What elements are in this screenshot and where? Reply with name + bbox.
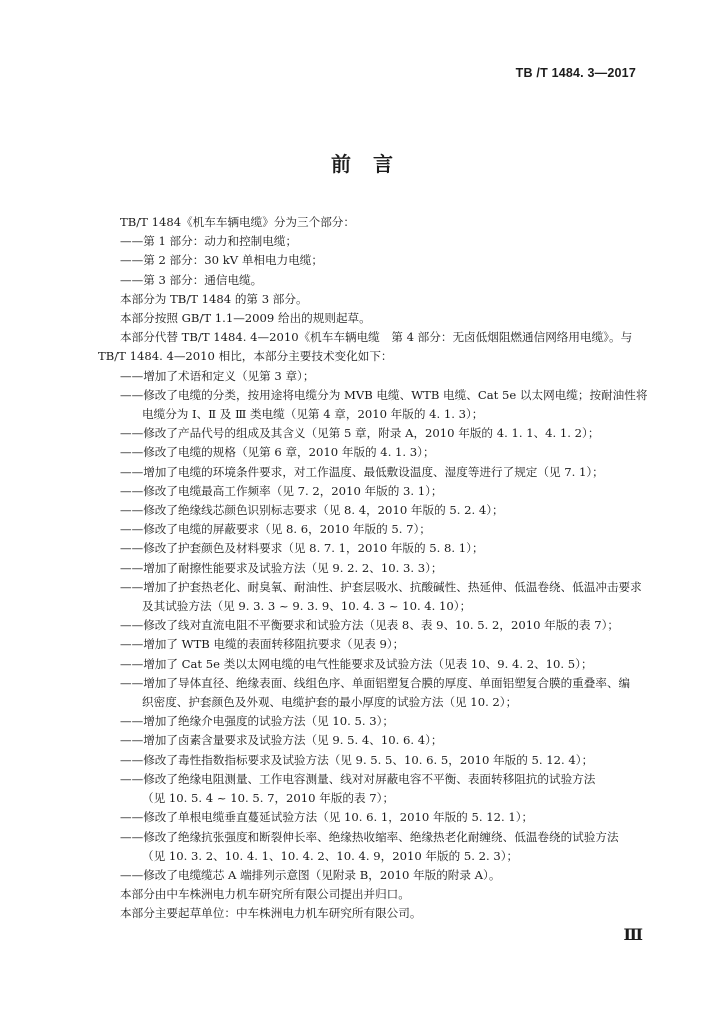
paragraph: 本部分按照 GB/T 1.1—2009 给出的规则起草。 (120, 311, 371, 326)
paragraph: 本部分主要起草单位：中车株洲电力机车研究所有限公司。 (120, 906, 422, 921)
list-item: ——增加了 Cat 5e 类以太网电缆的电气性能要求及试验方法（见表 10、9. 4. 2、10. 5）； (120, 656, 593, 671)
list-item: ——增加了卤素含量要求及试验方法（见 9. 5. 4、10. 6. 4）； (120, 733, 443, 748)
list-item: ——增加了术语和定义（见第 3 章）； (120, 368, 315, 383)
list-item: ——修改了电缆的分类，按用途将电缆分为 MVB 电缆、WTB 电缆、Cat 5e 以太网电缆；按耐油性将 (120, 387, 648, 402)
list-item: ——修改了单根电缆垂直蔓延试验方法（见 10. 6. 1，2010 年版的 5. 12. 1）； (120, 810, 534, 825)
list-item: ——修改了护套颜色及材料要求（见 8. 7. 1，2010 年版的 5. 8. 1）； (120, 541, 484, 556)
list-item-continuation: 织密度、护套颜色及外观、电缆护套的最小厚度的试验方法（见 10. 2）； (142, 695, 518, 710)
list-item: ——第 1 部分：动力和控制电缆； (120, 234, 298, 249)
list-item: ——修改了电缆的规格（见第 6 章，2010 年版的 4. 1. 3）； (120, 445, 435, 460)
list-item: ——增加了 WTB 电缆的表面转移阻抗要求（见表 9）； (120, 637, 405, 652)
list-item: ——增加了护套热老化、耐臭氧、耐油性、护套层吸水、抗酸碱性、热延伸、低温卷绕、低温冲击要求 (120, 579, 642, 594)
list-item: ——增加了耐擦性能要求及试验方法（见 9. 2. 2、10. 3. 3）； (120, 560, 443, 575)
list-item: ——第 3 部分：通信电缆。 (120, 272, 263, 287)
list-item-continuation: （见 10. 3. 2、10. 4. 1、10. 4. 2、10. 4. 9，2010 年版的 5. 2. 3）； (142, 848, 519, 863)
list-item: ——修改了电缆缆芯 A 端排列示意图（见附录 B，2010 年版的附录 A）。 (120, 867, 501, 882)
foreword-body (98, 213, 646, 924)
page-title: 前言 (331, 154, 415, 176)
list-item: ——修改了毒性指数指标要求及试验方法（见 9. 5. 5、10. 6. 5，2010 年版的 5. 12. 4）； (120, 752, 594, 767)
list-item: ——修改了绝缘线芯颜色识别标志要求（见 8. 4，2010 年版的 5. 2. 4）； (120, 503, 504, 518)
list-item-continuation: （见 10. 5. 4 ~ 10. 5. 7，2010 年版的表 7）； (142, 791, 395, 806)
list-item-continuation: 及其试验方法（见 9. 3. 3 ~ 9. 3. 9、10. 4. 3 ~ 10. 4. 10）； (142, 599, 472, 614)
list-item: ——增加了电缆的环境条件要求，对工作温度、最低敷设温度、湿度等进行了规定（见 7. 1）； (120, 464, 604, 479)
list-item-continuation: 电缆分为 Ⅰ、Ⅱ 及 Ⅲ 类电缆（见第 4 章，2010 年版的 4. 1. 3）； (142, 407, 484, 422)
list-item: ——修改了绝缘抗张强度和断裂伸长率、绝缘热收缩率、绝缘热老化耐缠绕、低温卷绕的试验方法 (120, 829, 619, 844)
list-item: ——第 2 部分：30 kV 单相电力电缆； (120, 253, 323, 268)
paragraph: 本部分为 TB/T 1484 的第 3 部分。 (120, 291, 308, 306)
list-item: ——修改了产品代号的组成及其含义（见第 5 章，附录 A，2010 年版的 4. 1. 1、4. 1. 2）； (120, 426, 600, 441)
paragraph-continuation: TB/T 1484. 4—2010 相比，本部分主要技术变化如下： (98, 349, 393, 364)
list-item: ——修改了电缆的屏蔽要求（见 8. 6，2010 年版的 5. 7）； (120, 522, 431, 537)
list-item: ——增加了导体直径、绝缘表面、线组色序、单面铝塑复合膜的厚度、单面铝塑复合膜的重叠率、编 (120, 675, 631, 690)
paragraph: 本部分代替 TB/T 1484. 4—2010《机车车辆电缆 第 4 部分：无卤低烟阻燃通信网络用电缆》。与 (120, 330, 633, 345)
paragraph: TB/T 1484《机车车辆电缆》分为三个部分： (120, 215, 355, 229)
list-item: ——增加了绝缘介电强度的试验方法（见 10. 5. 3）； (120, 714, 395, 729)
list-item: ——修改了绝缘电阻测量、工作电容测量、线对对屏蔽电容不平衡、表面转移阻抗的试验方法 (120, 771, 596, 786)
document-code: TB /T 1484. 3—2017 (515, 66, 636, 80)
list-item: ——修改了线对直流电阻不平衡要求和试验方法（见表 8、表 9、10. 5. 2，2010 年版的表 7）； (120, 618, 620, 633)
list-item: ——修改了电缆最高工作频率（见 7. 2，2010 年版的 3. 1）； (120, 483, 443, 498)
page-number: Ⅲ (623, 925, 642, 944)
paragraph: 本部分由中车株洲电力机车研究所有限公司提出并归口。 (120, 887, 410, 902)
